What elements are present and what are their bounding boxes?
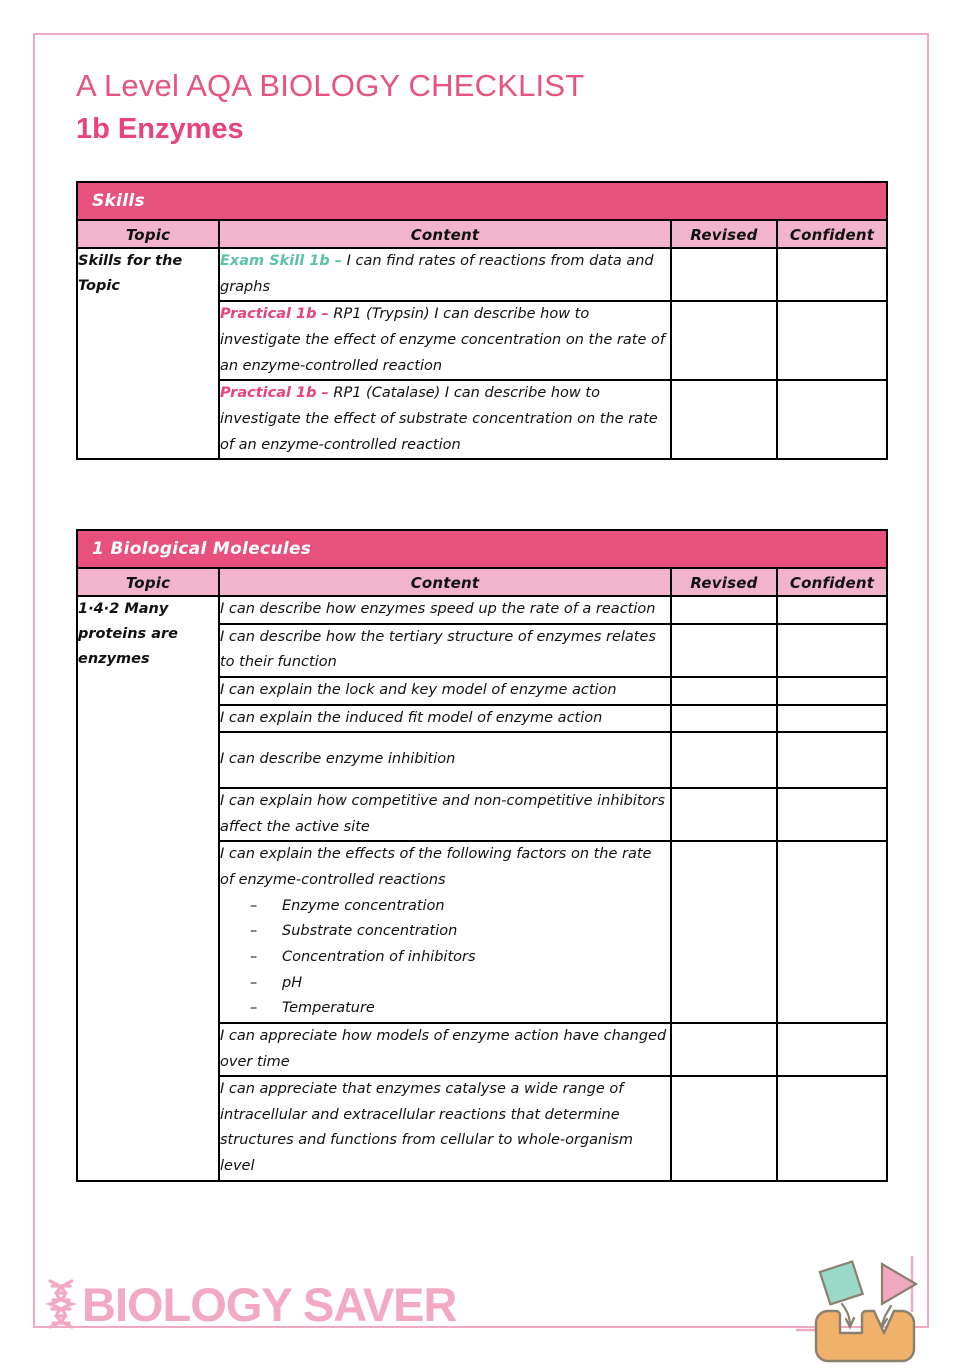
column-header-topic xyxy=(77,568,219,596)
content-text: I can describe how the tertiary structure of enzymes relates to their function xyxy=(220,628,656,671)
column-header-content xyxy=(219,568,671,596)
content-text: RP1 (Catalase) I can describe how to investigate the effect of substrate concentration on the rate of an enzyme-controlled reaction xyxy=(220,385,658,453)
revised-checkbox-cell[interactable] xyxy=(671,1023,777,1076)
practical-tag: Practical 1b – xyxy=(220,385,329,402)
confident-checkbox-cell[interactable] xyxy=(777,301,887,380)
revised-checkbox-cell[interactable] xyxy=(671,705,777,733)
exam-skill-tag: Exam Skill 1b – xyxy=(220,253,343,269)
revised-checkbox-cell[interactable] xyxy=(671,732,777,788)
revised-checkbox-cell[interactable] xyxy=(671,788,777,841)
column-header-content xyxy=(219,220,671,248)
content-text: I can explain the induced fit model of enzyme action xyxy=(220,709,603,726)
content-cell xyxy=(219,624,671,677)
content-cell xyxy=(219,705,671,733)
content-cell xyxy=(219,248,671,301)
list-item: – pH xyxy=(250,971,670,997)
revised-checkbox-cell[interactable] xyxy=(671,380,777,459)
logo-text: BIOLOGY SAVER xyxy=(82,1277,457,1331)
list-item: – Enzyme concentration xyxy=(250,894,670,920)
dna-helix-icon xyxy=(40,1278,80,1330)
revised-checkbox-cell[interactable] xyxy=(671,624,777,677)
page-title-block xyxy=(76,68,886,147)
factors-bullet-list xyxy=(220,894,670,1022)
topic-cell: 1·4·2 Many proteins are enzymes xyxy=(77,596,219,1181)
content-text: I can find rates of reactions from data and graphs xyxy=(220,253,654,295)
list-item: – Temperature xyxy=(250,996,670,1022)
column-header-confident xyxy=(777,220,887,248)
confident-checkbox-cell[interactable] xyxy=(777,380,887,459)
content-text: RP1 (Trypsin) I can describe how to investigate the effect of enzyme concentration on the rate of an enzyme-controlled reaction xyxy=(220,306,665,374)
table-row xyxy=(77,248,887,301)
confident-checkbox-cell[interactable] xyxy=(777,677,887,705)
content-cell xyxy=(219,677,671,705)
column-header-row xyxy=(77,220,887,248)
content-text: I can explain how competitive and non-competitive inhibitors affect the active site xyxy=(220,792,665,835)
confident-checkbox-cell[interactable] xyxy=(777,248,887,301)
practical-tag: Practical 1b – xyxy=(220,306,329,323)
revised-checkbox-cell[interactable] xyxy=(671,596,777,624)
content-text: I can describe enzyme inhibition xyxy=(220,751,456,768)
band-cell xyxy=(77,182,887,220)
content-cell xyxy=(219,788,671,841)
content-text: I can explain the effects of the following factors on the rate of enzyme-controlled reactions xyxy=(220,846,652,888)
column-header-revised-label: Revised xyxy=(690,573,758,592)
confident-checkbox-cell[interactable] xyxy=(777,732,887,788)
column-header-content-label: Content xyxy=(410,225,480,244)
column-header-row xyxy=(77,568,887,596)
content-cell xyxy=(219,1076,671,1181)
column-header-topic-label: Topic xyxy=(125,573,171,592)
topic-cell: Skills for the Topic xyxy=(77,248,219,459)
list-item: – Concentration of inhibitors xyxy=(250,945,670,971)
revised-checkbox-cell[interactable] xyxy=(671,248,777,301)
biological-molecules-table xyxy=(76,529,888,1182)
confident-checkbox-cell[interactable] xyxy=(777,705,887,733)
confident-checkbox-cell[interactable] xyxy=(777,841,887,1023)
content-cell-with-bullets xyxy=(219,841,671,1023)
confident-checkbox-cell[interactable] xyxy=(777,1076,887,1181)
content-cell xyxy=(219,596,671,624)
column-header-topic xyxy=(77,220,219,248)
revised-checkbox-cell[interactable] xyxy=(671,841,777,1023)
confident-checkbox-cell[interactable] xyxy=(777,1023,887,1076)
table-band-row xyxy=(77,530,887,568)
page-title: A Level AQA BIOLOGY CHECKLIST xyxy=(76,68,585,103)
content-text: I can appreciate that enzymes catalyse a wide range of intracellular and extracellular reactions that determine structures and functions from cellular to whole-organism level xyxy=(220,1081,633,1175)
revised-checkbox-cell[interactable] xyxy=(671,677,777,705)
band-cell xyxy=(77,530,887,568)
column-header-revised xyxy=(671,220,777,248)
confident-checkbox-cell[interactable] xyxy=(777,596,887,624)
content-cell xyxy=(219,1023,671,1076)
column-header-content-label: Content xyxy=(410,573,480,592)
content-text: I can describe how enzymes speed up the rate of a reaction xyxy=(220,601,656,617)
confident-checkbox-cell[interactable] xyxy=(777,788,887,841)
content-cell xyxy=(219,732,671,788)
content-text: I can appreciate how models of enzyme action have changed over time xyxy=(220,1027,667,1070)
footer-logo xyxy=(40,1278,456,1330)
revised-checkbox-cell[interactable] xyxy=(671,1076,777,1181)
confident-checkbox-cell[interactable] xyxy=(777,624,887,677)
column-header-revised xyxy=(671,568,777,596)
band-label: 1 Biological Molecules xyxy=(92,539,312,559)
skills-table xyxy=(76,181,888,460)
table-band-row xyxy=(77,182,887,220)
substrate-square xyxy=(820,1262,863,1305)
enzyme-substrate-icon xyxy=(796,1256,946,1368)
list-item: – Substrate concentration xyxy=(250,919,670,945)
column-header-confident xyxy=(777,568,887,596)
column-header-confident-label: Confident xyxy=(789,573,875,592)
table-row xyxy=(77,596,887,624)
revised-checkbox-cell[interactable] xyxy=(671,301,777,380)
column-header-revised-label: Revised xyxy=(690,225,758,244)
content-cell xyxy=(219,301,671,380)
page-subtitle: 1b Enzymes xyxy=(76,112,244,145)
band-label: Skills xyxy=(92,191,145,211)
enzyme-body xyxy=(816,1311,914,1361)
column-header-topic-label: Topic xyxy=(125,225,171,244)
column-header-confident-label: Confident xyxy=(789,225,875,244)
content-text: I can explain the lock and key model of enzyme action xyxy=(220,681,617,698)
content-cell xyxy=(219,380,671,459)
